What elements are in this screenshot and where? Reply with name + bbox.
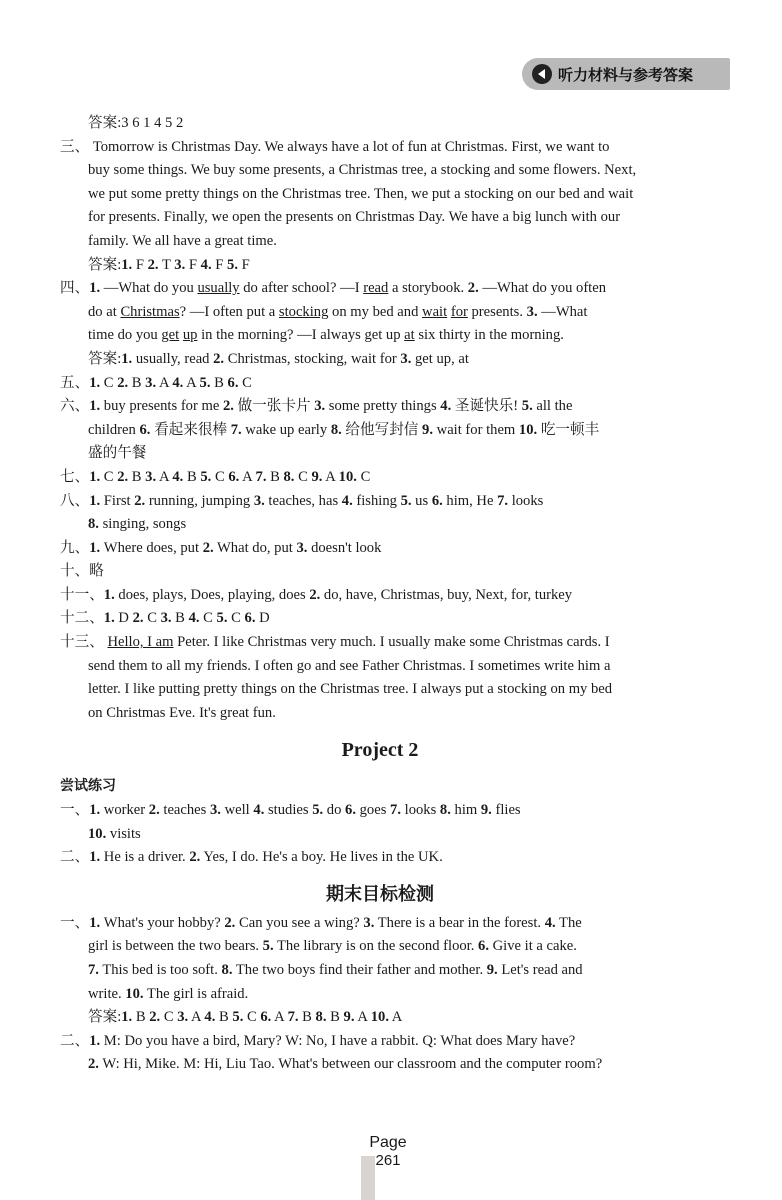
line-text: 十、略 (60, 563, 104, 580)
line-text: The girl is afraid. (143, 985, 249, 1002)
item-number: 4. (204, 1009, 216, 1026)
text-line (60, 678, 700, 702)
item-number: 6. (260, 1009, 272, 1026)
text-line (60, 560, 700, 584)
item-number: 3. (174, 256, 186, 273)
item-number: 5. (216, 610, 228, 627)
line-text: Give it a cake. (488, 938, 577, 955)
line-text: worker (100, 802, 149, 819)
item-number: 6. (345, 802, 356, 819)
line-text: B (171, 610, 189, 627)
text-line (60, 513, 700, 537)
line-text: all the (532, 398, 573, 415)
line-text: 答案: (88, 256, 122, 273)
text-line (60, 230, 700, 254)
text-line (60, 254, 700, 278)
item-number: 4. (200, 256, 212, 273)
line-text: —What do you often (478, 280, 607, 297)
line-text: 答案:3 6 1 4 5 2 (88, 115, 184, 131)
line-text: Let's read and (497, 962, 583, 978)
line-text: write. (88, 985, 126, 1002)
answer-content (60, 112, 700, 1077)
text-line (60, 490, 700, 514)
line-text: A (271, 1009, 288, 1026)
line-text: Where does, put (100, 539, 203, 556)
line-text: in the morning? —I always get up (197, 327, 405, 344)
item-number: 7. (230, 421, 242, 438)
line-text: This bed is too soft. (98, 962, 222, 978)
item-number: 2. (132, 610, 144, 627)
line-text: time do you (88, 327, 162, 344)
text-line (60, 846, 700, 870)
footer-decoration (361, 1156, 375, 1200)
underlined-text: get (161, 327, 180, 344)
item-number: 5. (227, 256, 238, 273)
item-number: 2. (149, 1009, 161, 1026)
line-text: 四、 (60, 280, 90, 297)
line-text: C (199, 610, 217, 627)
text-line (60, 301, 700, 325)
line-text: B (326, 1009, 344, 1026)
item-number: 1. (89, 802, 101, 819)
item-number: 2. (309, 586, 321, 603)
final-test-block (60, 912, 700, 1077)
item-number: 5. (199, 374, 211, 391)
line-text: him, He (442, 492, 498, 509)
line-text: 七、 (60, 468, 90, 485)
item-number: 8. (88, 516, 99, 533)
line-text: ? —I often put a (179, 303, 279, 320)
line-text: C (100, 374, 118, 391)
line-text: C (143, 610, 161, 627)
item-number: 8. (221, 962, 233, 978)
item-number: 1. (103, 586, 115, 603)
item-number: 8. (315, 1009, 327, 1026)
item-number: 5. (312, 802, 324, 819)
line-text: do (323, 802, 346, 819)
item-number: 1. (89, 539, 101, 556)
line-text: C (238, 374, 252, 391)
line-text: —What (537, 303, 588, 320)
item-number: 2. (88, 1056, 99, 1073)
line-text: 盛的午餐 (88, 445, 147, 462)
item-number: 2. (467, 280, 479, 297)
item-number: 2. (189, 849, 201, 866)
line-text: goes (355, 802, 391, 819)
underlined-text: wait (422, 303, 448, 320)
line-text: some pretty things (325, 398, 441, 415)
line-text: six thirty in the morning. (414, 327, 564, 344)
line-text: does, plays, Does, playing, does (114, 586, 310, 603)
line-text: girl is between the two bears. (88, 938, 263, 955)
line-text: do, have, Christmas, buy, Next, for, turkey (320, 586, 573, 603)
item-number: 9. (311, 468, 323, 485)
line-text: C (211, 468, 229, 485)
item-number: 3. (526, 303, 538, 320)
line-text: B (210, 374, 228, 391)
final-test-title: 期末目标检测 (326, 883, 434, 905)
line-text: The (555, 914, 582, 931)
line-text: 二、 (60, 1032, 90, 1049)
line-text: 做一张卡片 (233, 398, 315, 415)
underlined-text: read (363, 280, 389, 297)
line-text: Christmas, stocking, wait for (224, 350, 401, 367)
item-number: 5. (232, 1009, 244, 1026)
line-text: 看起来很棒 (150, 421, 231, 438)
text-line (60, 537, 700, 561)
line-text: on my bed and (328, 303, 423, 320)
line-text: A (156, 374, 173, 391)
line-text: 一、 (60, 914, 90, 931)
text-line (60, 419, 700, 443)
text-line (60, 395, 700, 419)
item-number: 2. (134, 492, 146, 509)
text-line (60, 959, 700, 983)
item-number: 7. (497, 492, 509, 509)
line-text: looks (508, 492, 544, 509)
line-text: a storybook. (388, 280, 468, 297)
line-text: The two boys find their father and mother. (232, 962, 487, 978)
section-tab (522, 58, 730, 90)
item-number: 7. (88, 962, 99, 978)
line-text: 九、 (60, 539, 90, 556)
underlined-text: up (182, 327, 198, 344)
line-text: us (411, 492, 432, 509)
item-number: 4. (188, 610, 200, 627)
line-text: 二、 (60, 849, 90, 866)
item-number: 4. (253, 802, 265, 819)
project-answers-block (60, 799, 700, 870)
line-text: C (356, 468, 371, 485)
item-number: 10. (518, 421, 538, 438)
text-line (60, 324, 700, 348)
text-line (60, 159, 700, 183)
item-number: 7. (255, 468, 267, 485)
line-text: for presents. Finally, we open the presents on Christmas Day. We have a big lunch with our (88, 209, 621, 226)
line-text: A (156, 468, 173, 485)
item-number: 3. (210, 802, 221, 819)
line-text: looks (401, 802, 440, 819)
item-number: 3. (400, 350, 412, 367)
underlined-text: Christmas (120, 303, 180, 320)
line-text: 十一、 (60, 586, 104, 603)
line-text: The library is on the second floor. (273, 938, 479, 955)
item-number: 2. (222, 398, 234, 415)
item-number: 3. (145, 374, 157, 391)
line-text: 十三、 (60, 634, 108, 651)
text-line (60, 655, 700, 679)
line-text: Yes, I do. He's a boy. He lives in the UK. (200, 849, 443, 866)
line-text: C (227, 610, 245, 627)
item-number: 3. (363, 914, 375, 931)
item-number: 3. (296, 539, 308, 556)
item-number: 10. (125, 985, 144, 1002)
line-text: D (114, 610, 133, 627)
line-text: D (255, 610, 270, 627)
item-number: 5. (521, 398, 533, 415)
line-text: A (354, 1009, 371, 1026)
item-number: 1. (121, 350, 133, 367)
item-number: 1. (89, 492, 101, 509)
item-number: 9. (343, 1009, 355, 1026)
item-number: 2. (213, 350, 225, 367)
page-number: 261 (375, 1152, 401, 1169)
line-text: do after school? —I (239, 280, 364, 297)
underlined-text: usually (197, 280, 240, 297)
item-number: 9. (486, 962, 498, 978)
line-text: F (237, 256, 250, 273)
item-number: 6. (244, 610, 256, 627)
line-text: visits (106, 825, 141, 842)
item-number: 10. (338, 468, 357, 485)
back-arrow-icon (532, 64, 552, 84)
text-line (60, 983, 700, 1007)
item-number: 3. (177, 1009, 189, 1026)
item-number: 10. (88, 825, 107, 842)
text-line (60, 799, 700, 823)
line-text: letter. I like putting pretty things on the Christmas tree. I always put a stocking on my bed (88, 681, 613, 698)
text-line (60, 277, 700, 301)
item-number: 1. (89, 398, 101, 415)
line-text: flies (491, 802, 521, 819)
line-text: fishing (352, 492, 401, 509)
line-text: B (298, 1009, 316, 1026)
line-text: F (211, 256, 228, 273)
item-number: 2. (117, 374, 129, 391)
line-text: There is a bear in the forest. (374, 914, 545, 931)
text-line (60, 631, 700, 655)
underlined-text: stocking (278, 303, 329, 320)
line-text: wake up early (241, 421, 331, 438)
line-text: A (322, 468, 339, 485)
item-number: 1. (103, 610, 115, 627)
line-text: F (185, 256, 201, 273)
line-text: —What do you (100, 280, 198, 297)
line-text: What do, put (213, 539, 297, 556)
item-number: 6. (139, 421, 151, 438)
line-text: B (132, 1009, 150, 1026)
text-line (60, 206, 700, 230)
item-number: 8. (330, 421, 342, 438)
line-text: C (294, 468, 312, 485)
item-number: 6. (228, 468, 240, 485)
item-number: 9. (480, 802, 492, 819)
item-number: 4. (341, 492, 353, 509)
text-line (60, 372, 700, 396)
line-text: buy some things. We buy some presents, a Christmas tree, a stocking and some flowers. Next, (88, 162, 637, 179)
line-text: B (266, 468, 284, 485)
line-text: 吃一顿丰 (537, 421, 600, 438)
item-number: 5. (400, 492, 412, 509)
underlined-text: Hello, I am (107, 634, 174, 651)
text-line (60, 112, 700, 136)
item-number: 5. (262, 938, 274, 955)
line-text: A (239, 468, 256, 485)
line-text: singing, songs (98, 516, 187, 533)
line-text: First (100, 492, 135, 509)
item-number: 2. (224, 914, 236, 931)
line-text: we put some pretty things on the Christmas tree. Then, we put a stocking on our bed and wait (88, 185, 634, 202)
text-line (60, 1006, 700, 1030)
text-line (60, 1053, 700, 1077)
text-line (60, 183, 700, 207)
line-text: M: Do you have a bird, Mary? W: No, I have a rabbit. Q: What does Mary have? (100, 1032, 576, 1049)
line-text: do at (88, 303, 121, 320)
item-number: 1. (89, 849, 101, 866)
line-text: B (128, 374, 146, 391)
answers-unit-block (60, 112, 700, 725)
underlined-text: for (450, 303, 468, 320)
line-text: 答案: (88, 1009, 122, 1026)
item-number: 6. (431, 492, 443, 509)
line-text: family. We all have a great time. (88, 232, 277, 249)
text-line (60, 348, 700, 372)
line-text: B (215, 1009, 233, 1026)
item-number: 1. (89, 374, 101, 391)
line-text: C (243, 1009, 261, 1026)
line-text: B (183, 468, 201, 485)
line-text: C (100, 468, 118, 485)
text-line (60, 823, 700, 847)
item-number: 3. (253, 492, 265, 509)
item-number: 2. (147, 256, 159, 273)
text-line (60, 912, 700, 936)
line-text: A (188, 1009, 205, 1026)
item-number: 1. (89, 468, 101, 485)
item-number: 4. (172, 468, 184, 485)
text-line (60, 584, 700, 608)
item-number: 2. (202, 539, 214, 556)
line-text: A (388, 1009, 403, 1026)
item-number: 3. (314, 398, 326, 415)
text-line (60, 466, 700, 490)
text-line (60, 607, 700, 631)
section-tab-label: 听力材料与参考答案 (558, 65, 694, 84)
item-number: 6. (478, 938, 489, 955)
line-text: send them to all my friends. I often go and see Father Christmas. I sometimes write him a (88, 657, 611, 674)
line-text: usually, read (132, 350, 214, 367)
line-text: children (88, 421, 140, 438)
line-text: 五、 (60, 374, 90, 391)
item-number: 10. (370, 1009, 389, 1026)
line-text: presents. (467, 303, 527, 320)
item-number: 8. (283, 468, 295, 485)
text-line (60, 935, 700, 959)
line-text: running, jumping (145, 492, 254, 509)
underlined-text: at (404, 327, 415, 344)
item-number: 9. (422, 421, 433, 438)
line-text: Peter. I like Christmas very much. I usually make some Christmas cards. I (173, 634, 610, 651)
line-text: T (158, 256, 175, 273)
item-number: 1. (89, 280, 101, 297)
line-text: wait for them (433, 421, 519, 438)
line-text: B (128, 468, 146, 485)
item-number: 4. (172, 374, 184, 391)
line-text: teaches (159, 802, 210, 819)
item-number: 7. (287, 1009, 299, 1026)
item-number: 3. (160, 610, 172, 627)
line-text: 八、 (60, 492, 90, 509)
line-text: 答案: (88, 350, 122, 367)
line-text: C (160, 1009, 178, 1026)
line-text: on Christmas Eve. It's great fun. (88, 704, 276, 721)
text-line (60, 1030, 700, 1054)
item-number: 1. (89, 914, 101, 931)
line-text: buy presents for me (100, 398, 223, 415)
item-number: 4. (440, 398, 452, 415)
item-number: 6. (227, 374, 239, 391)
line-text: Can you see a wing? (235, 914, 364, 931)
item-number: 5. (200, 468, 212, 485)
line-text: get up, at (411, 350, 469, 367)
item-number: 7. (390, 802, 401, 819)
line-text: studies (264, 802, 313, 819)
line-text: well (220, 802, 254, 819)
line-text: him (450, 802, 481, 819)
page-footer (348, 1134, 428, 1169)
item-number: 3. (145, 468, 157, 485)
line-text: 十二、 (60, 610, 104, 627)
item-number: 2. (148, 802, 160, 819)
item-number: 2. (117, 468, 129, 485)
line-text: 给他写封信 (341, 421, 423, 438)
item-number: 1. (121, 1009, 133, 1026)
item-number: 4. (544, 914, 556, 931)
item-number: 1. (121, 256, 133, 273)
line-text: F (132, 256, 148, 273)
line-text: 六、 (60, 398, 90, 415)
text-line (60, 702, 700, 726)
practice-subheading: 尝试练习 (60, 778, 116, 795)
item-number: 8. (439, 802, 451, 819)
line-text: W: Hi, Mike. M: Hi, Liu Tao. What's between our classroom and the computer room? (98, 1056, 603, 1073)
line-text: doesn't look (307, 539, 382, 556)
line-text: teaches, has (264, 492, 342, 509)
text-line (60, 442, 700, 466)
line-text: 圣诞快乐! (451, 398, 522, 415)
line-text: 一、 (60, 802, 90, 819)
text-line (60, 136, 700, 160)
item-number: 1. (89, 1032, 101, 1049)
line-text: What's your hobby? (100, 914, 225, 931)
line-text: He is a driver. (100, 849, 190, 866)
line-text: 三、 Tomorrow is Christmas Day. We always have a lot of fun at Christmas. First, we want to (60, 138, 610, 155)
line-text: A (183, 374, 200, 391)
project-title: Project 2 (341, 739, 419, 762)
page-label: Page (369, 1134, 407, 1151)
